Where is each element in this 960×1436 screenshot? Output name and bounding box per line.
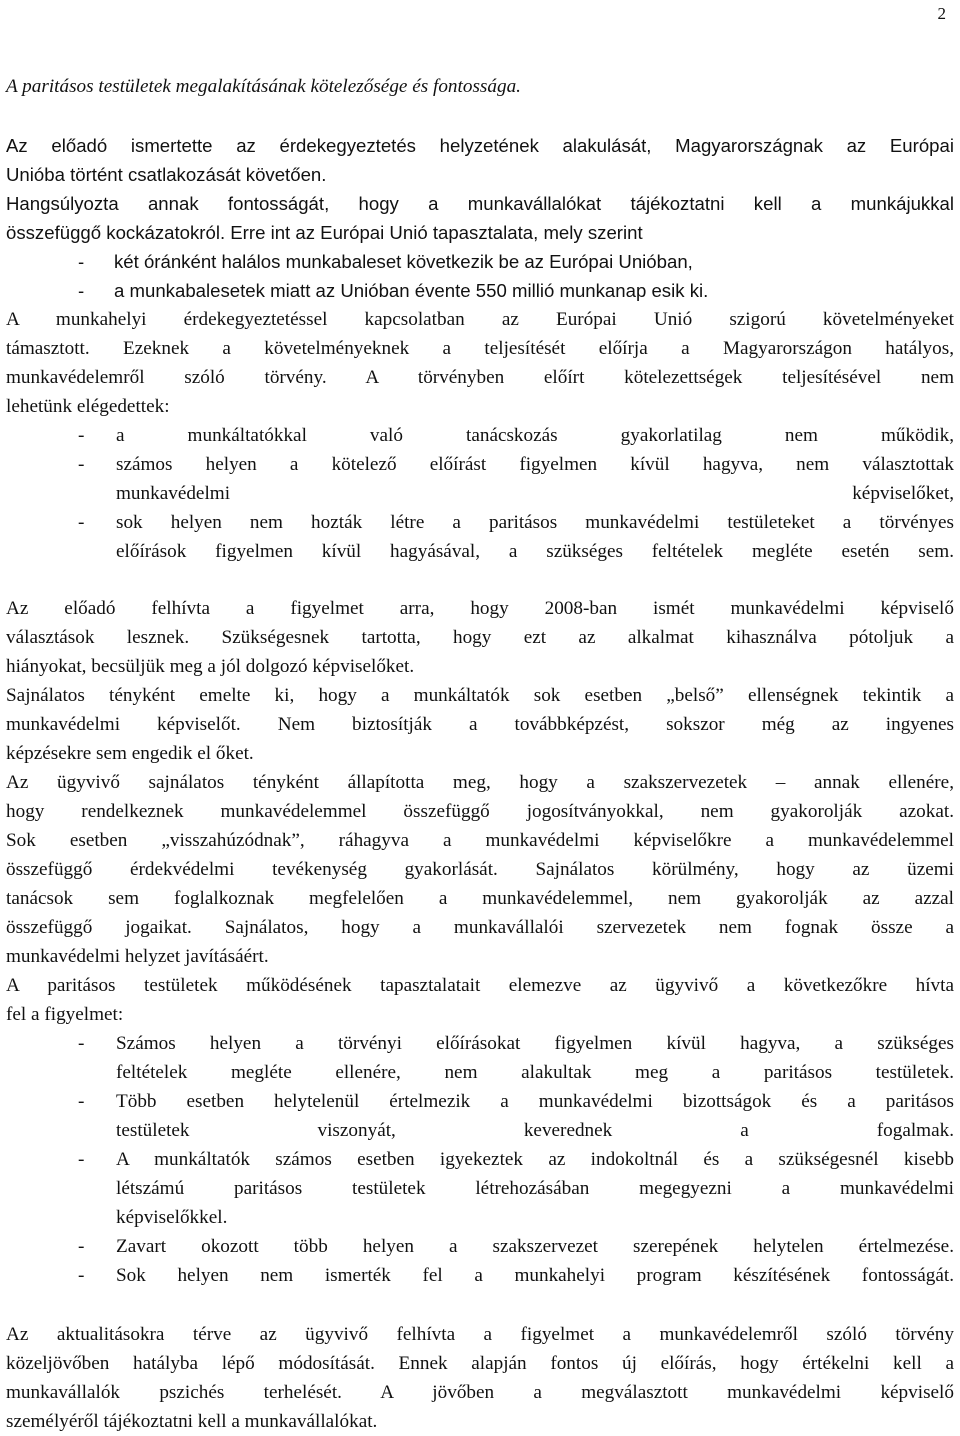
list-item [6, 247, 954, 276]
list-item-text: létszámú paritásos testületek létrehozásában megegyezni a munkavédelmi [116, 1178, 954, 1199]
text-line: Sok esetben „visszahúzódnak”, ráhagyva a munkavédelmi képviselőkre a munkavédelemmel [6, 830, 954, 851]
text-line: munkavédelmi képviselőt. Nem biztosítják a továbbképzést, sokszor még az ingyenes [6, 714, 954, 735]
dash-bullet: - [78, 1265, 85, 1286]
text-line: személyéről tájékoztatni kell a munkavállalókat. [6, 1411, 378, 1432]
dash-bullet: - [78, 1149, 85, 1170]
text-line: munkavédelemről szóló törvény. A törvényben előírt kötelezettségek teljesítésével nem [6, 367, 954, 388]
list-item-text: sok helyen nem hozták létre a paritásos munkavédelmi testületeket a törvényes [116, 512, 954, 533]
dash-bullet: - [78, 1236, 85, 1257]
list-item [6, 1087, 954, 1145]
dash-bullet: - [78, 251, 85, 272]
text-line: Unióba történt csatlakozását követően. [6, 164, 327, 185]
text-line: hogy rendelkeznek munkavédelemmel összefüggő jogosítványokkal, nem gyakorolják azokat. [6, 801, 954, 822]
dash-bullet: - [78, 1091, 85, 1112]
section-heading: A paritásos testületek megalakításának kötelezősége és fontossága. [6, 76, 521, 97]
list-item [6, 1261, 954, 1290]
text-line: Hangsúlyozta annak fontosságát, hogy a munkavállalókat tájékoztatni kell a munkájukkal [6, 193, 954, 214]
list-item [6, 450, 954, 508]
text-line: Az aktualitásokra térve az ügyvivő felhívta a figyelmet a munkavédelemről szóló törvény [6, 1324, 954, 1345]
list-item-text: képviselőkkel. [116, 1207, 228, 1228]
text-line: támasztott. Ezeknek a követelményeknek a teljesítését előírja a Magyarországon hatályos, [6, 338, 954, 359]
list-item-text: Több esetben helytelenül értelmezik a munkavédelmi bizottságok és a paritásos [116, 1091, 954, 1112]
dash-bullet: - [78, 454, 85, 475]
text-line: Az ügyvivő sajnálatos tényként állapította meg, hogy a szakszervezetek – annak ellenére, [6, 772, 954, 793]
text-line: közeljövőben hatályba lépő módosítását. Ennek alapján fontos új előírás, hogy értékelni kell a [6, 1353, 954, 1374]
list-item-text: a munkabalesetek miatt az Unióban évente 550 millió munkanap esik ki. [114, 280, 709, 301]
list-item-text: feltételek megléte ellenére, nem alakultak meg a paritásos testületek. [116, 1062, 954, 1083]
list-item [6, 1232, 954, 1261]
text-line: összefüggő jogaikat. Sajnálatos, hogy a munkavállalói szervezetek nem fognak össze a [6, 917, 954, 938]
list-item-text: előírások figyelmen kívül hagyásával, a szükséges feltételek megléte esetén sem. [116, 541, 954, 562]
text-line: választások lesznek. Szükségesnek tartotta, hogy ezt az alkalmat kihasználva pótoljuk a [6, 627, 954, 648]
closing-paragraph [6, 1320, 954, 1436]
list-item [6, 276, 954, 305]
law-shortcomings-list [6, 421, 954, 566]
text-line: Az előadó felhívta a figyelmet arra, hogy 2008-ban ismét munkavédelmi képviselő [6, 598, 954, 619]
list-item-text: a munkáltatókkal való tanácskozás gyakorlatilag nem működik, [116, 425, 954, 446]
text-line: hiányokat, becsüljük meg a jól dolgozó képviselőket. [6, 656, 415, 677]
intro-paragraph-3 [6, 305, 954, 421]
list-item [6, 1029, 954, 1087]
text-line: munkavédelmi helyzet javításáért. [6, 946, 269, 967]
list-item [6, 421, 954, 450]
list-item-text: munkavédelmi képviselőket, [116, 483, 954, 504]
list-item-text: testületek viszonyát, keverednek a fogalmak. [116, 1120, 954, 1141]
list-item-text: Zavart okozott több helyen a szakszervezet szerepének helytelen értelmezése. [116, 1236, 954, 1257]
text-line: munkavállalók pszichés terhelését. A jövőben a megválasztott munkavédelmi képviselő [6, 1382, 954, 1403]
text-line: összefüggő kockázatokról. Erre int az Európai Unió tapasztalata, mely szerint [6, 222, 643, 243]
text-line: képzésekre sem engedik el őket. [6, 743, 254, 764]
section-2-paragraphs [6, 594, 954, 1029]
text-line: A munkahelyi érdekegyeztetéssel kapcsolatban az Európai Unió szigorú követelményeket [6, 309, 954, 330]
text-line: tanácsok sem foglalkoznak megfelelően a munkavédelemmel, nem gyakorolják az azzal [6, 888, 954, 909]
list-item-text: Sok helyen nem ismerték fel a munkahelyi program készítésének fontosságát. [116, 1265, 954, 1286]
dash-bullet: - [78, 425, 85, 446]
list-item [6, 1145, 954, 1232]
list-item-text: számos helyen a kötelező előírást figyelmen kívül hagyva, nem választottak [116, 454, 954, 475]
text-line: fel a figyelmet: [6, 1004, 124, 1025]
page-number: 2 [937, 4, 946, 23]
list-item-text: két óránként halálos munkabaleset következik be az Európai Unióban, [114, 251, 693, 272]
eu-facts-list [6, 247, 954, 305]
intro-paragraph-1 [6, 131, 954, 189]
dash-bullet: - [78, 1033, 85, 1054]
text-line: lehetünk elégedettek: [6, 396, 170, 417]
intro-paragraph-2 [6, 189, 954, 247]
text-line: Az előadó ismertette az érdekegyeztetés helyzetének alakulását, Magyarországnak az Európai [6, 135, 954, 156]
paritasos-experience-list [6, 1029, 954, 1290]
dash-bullet: - [78, 512, 85, 533]
dash-bullet: - [78, 280, 85, 301]
text-line: A paritásos testületek működésének tapasztalatait elemezve az ügyvivő a következőkre hívta [6, 975, 954, 996]
list-item-text: Számos helyen a törvényi előírásokat figyelmen kívül hagyva, a szükséges [116, 1033, 954, 1054]
text-line: összefüggő érdekvédelmi tevékenység gyakorlását. Sajnálatos körülmény, hogy az üzemi [6, 859, 954, 880]
list-item [6, 508, 954, 566]
list-item-text: A munkáltatók számos esetben igyekeztek az indokoltnál és a szükségesnél kisebb [116, 1149, 954, 1170]
text-line: Sajnálatos tényként emelte ki, hogy a munkáltatók sok esetben „belső” ellenségnek tekintik a [6, 685, 954, 706]
